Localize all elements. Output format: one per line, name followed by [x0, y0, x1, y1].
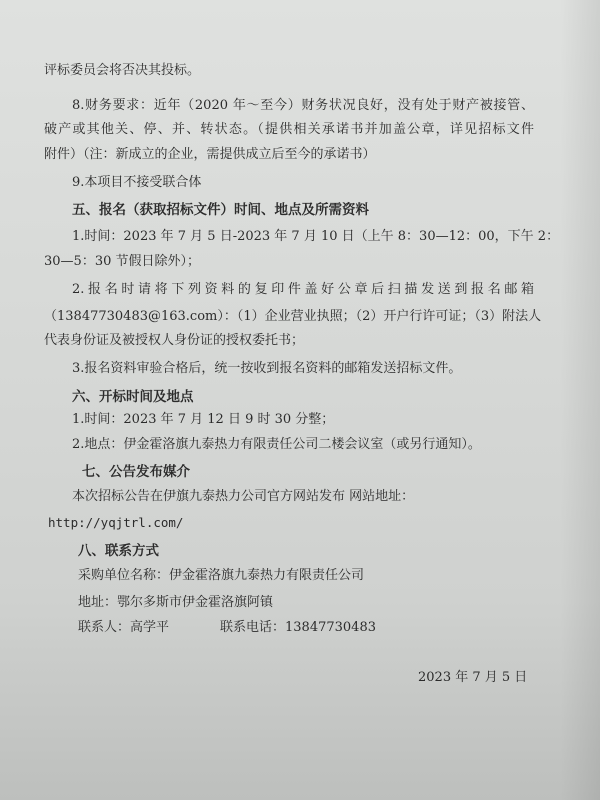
- purchaser-address: 地址：鄂尔多斯市伊金霍洛旗阿镇: [78, 595, 274, 610]
- document-date: 2023 年 7 月 5 日: [418, 670, 528, 685]
- text-line: 8.财务要求：近年（2020 年～至今）财务状况良好，没有处于财产被接管、: [72, 98, 534, 113]
- text-line: 30—5：30 节假日除外）；: [44, 254, 200, 269]
- text-line: 1.时间：2023 年 7 月 5 日-2023 年 7 月 10 日（上午 8：30—12：00，下午 2：: [72, 229, 560, 244]
- text-line: （13847730483@163.com）：（1）企业营业执照；（2）开户行许可证；（3）附法人: [44, 309, 542, 324]
- section-heading-8: 八、联系方式: [78, 543, 159, 559]
- text-line: 破产或其他关、停、并、转状态。（提供相关承诺书并加盖公章，详见招标文件: [44, 122, 534, 137]
- text-line: 9.本项目不接受联合体: [72, 175, 202, 190]
- contact-phone: 联系电话：13847730483: [220, 620, 376, 635]
- text-line: 代表身份证及被授权人身份证的授权委托书；: [44, 333, 305, 348]
- section-heading-6: 六、开标时间及地点: [72, 389, 194, 405]
- text-line: 评标委员会将否决其投标。: [44, 63, 201, 78]
- text-line: 1.时间：2023 年 7 月 12 日 9 时 30 分整；: [72, 412, 335, 427]
- section-heading-5: 五、报名（获取招标文件）时间、地点及所需资料: [72, 202, 369, 218]
- website-url: http://yqjtrl.com/: [48, 515, 184, 530]
- text-line: 2.地点：伊金霍洛旗九泰热力有限责任公司二楼会议室（或另行通知）。: [72, 437, 481, 452]
- purchaser-name: 采购单位名称：伊金霍洛旗九泰热力有限责任公司: [78, 568, 365, 583]
- text-line: 3.报名资料审验合格后，统一按收到报名资料的邮箱发送招标文件。: [72, 361, 462, 376]
- text-line: 2.报名时请将下列资料的复印件盖好公章后扫描发送到报名邮箱: [72, 282, 534, 297]
- section-heading-7: 七、公告发布媒介: [82, 464, 190, 480]
- contact-person: 联系人：高学平: [78, 620, 170, 635]
- text-line: 本次招标公告在伊旗九泰热力公司官方网站发布 网站地址：: [72, 489, 415, 504]
- text-line: 附件）（注：新成立的企业，需提供成立后至今的承诺书）: [44, 147, 376, 162]
